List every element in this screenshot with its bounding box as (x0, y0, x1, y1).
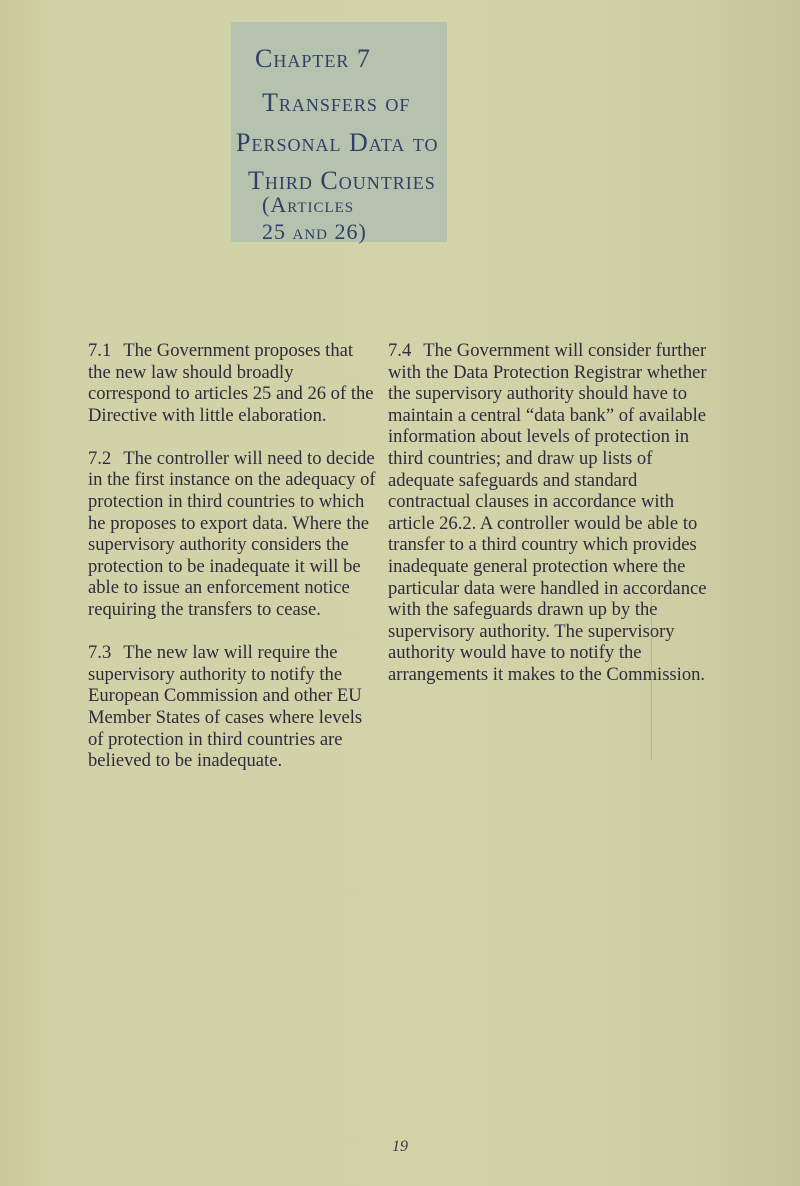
paragraph-7-1 (88, 340, 378, 426)
chapter-heading-line-5: (Articles (262, 192, 355, 217)
chapter-heading-line-6: 25 and 26) (262, 219, 367, 244)
page-fold-shadow (651, 590, 652, 760)
paragraph-number: 7.3 (88, 642, 112, 664)
right-text-column (388, 340, 718, 707)
paragraph-number: 7.1 (88, 340, 112, 361)
paragraph-text: The Government will consider further with the Data Protection Registrar whether the supervisory authority should have to maintain a central “data bank” of available information about levels of protection in third countries; and draw up lists of adequate safeguards and standard contractual clauses in accordance with article 26.2. A controller would be able to transfer to a third country which provides inadequate general protection where the particular data were handled in accordance with the safeguards drawn up by the supervisory authority. The supervisory authority would have to notify the arrangements it makes to the Commission. (388, 340, 707, 685)
paragraph-number: 7.4 (388, 340, 412, 361)
chapter-heading-line-3: Personal Data to (236, 128, 439, 157)
paragraph-number: 7.2 (88, 447, 112, 469)
left-text-column (88, 340, 378, 793)
paragraph-7-4 (388, 340, 718, 686)
chapter-heading-line-4: Third Countries (248, 166, 436, 195)
paragraph-text: The new law will require the supervisory authority to notify the European Commission and other EU Member States of cases where levels of protection in third countries are believed to be inadequate. (88, 642, 363, 772)
paragraph-7-3 (88, 642, 378, 772)
paragraph-text: The Government proposes that the new law should broadly correspond to articles 25 and 26 of the Directive with little elaboration. (88, 340, 374, 426)
paragraph-text: The controller will need to decide in the first instance on the adequacy of protection in third countries to which he proposes to export data. Where the supervisory authority considers the protection to be inadequate it will be able to issue an enforcement notice requiring the transfers to cease. (88, 447, 376, 621)
chapter-heading-line-2: Transfers of (262, 88, 411, 117)
paragraph-7-2 (88, 448, 378, 621)
page-number: 19 (392, 1138, 408, 1155)
chapter-heading-line-1: Chapter 7 (255, 44, 371, 73)
